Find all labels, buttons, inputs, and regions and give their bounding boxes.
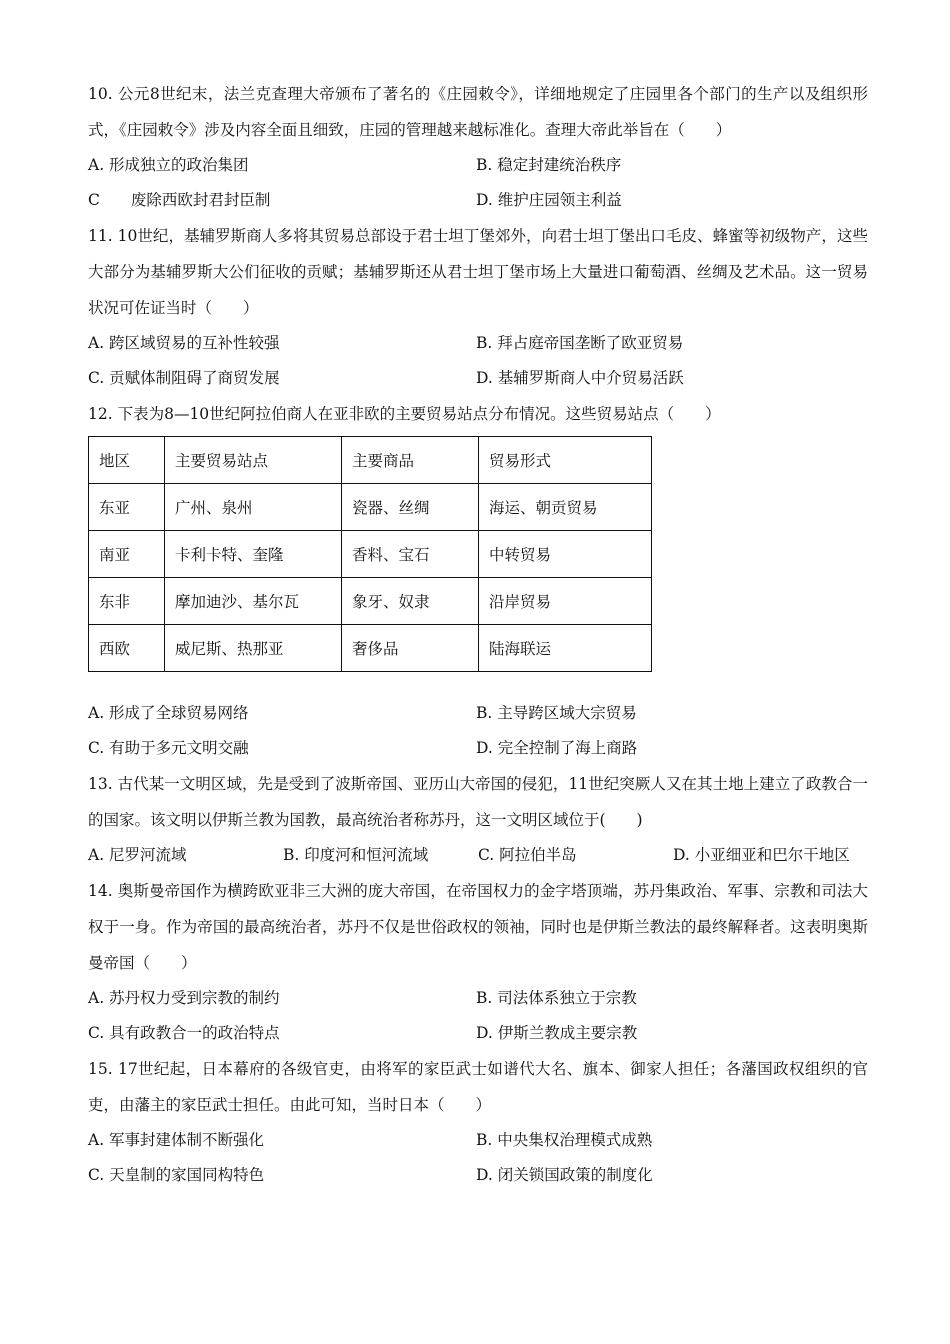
- exam-page: [88, 76, 868, 1193]
- question-14-stem: 14. 奥斯曼帝国作为横跨欧亚非三大洲的庞大帝国，在帝国权力的金字塔顶端，苏丹集政治、军事、宗教和司法大权于一身。作为帝国的最高统治者，苏丹不仅是世俗政权的领袖，同时也是伊斯兰教法的最终解释者。这表明奥斯曼帝国（ ）: [88, 882, 868, 972]
- table-header-cell: 主要商品: [342, 437, 479, 484]
- table-cell: 摩加迪沙、基尔瓦: [165, 578, 342, 625]
- table-cell: 海运、朝贡贸易: [479, 484, 652, 531]
- table-row: [89, 625, 652, 672]
- option-b: B. 印度河和恒河流域: [283, 846, 429, 864]
- table-cell: 瓷器、丝绸: [342, 484, 479, 531]
- question-15-stem: 15. 17世纪起，日本幕府的各级官吏，由将军的家臣武士如谱代大名、旗本、御家人担任；各藩国政权组织的官吏，由藩主的家臣武士担任。由此可知，当时日本（ ）: [88, 1060, 868, 1114]
- table-header-cell: 贸易形式: [479, 437, 652, 484]
- question-13-stem: 13. 古代某一文明区域，先是受到了波斯帝国、亚历山大帝国的侵犯，11世纪突厥人又在其土地上建立了政教合一的国家。该文明以伊斯兰教为国教，最高统治者称苏丹，这一文明区域位于( ): [88, 775, 868, 829]
- option-c: C. 贡赋体制阻碍了商贸发展: [88, 369, 280, 387]
- table-cell: 威尼斯、热那亚: [165, 625, 342, 672]
- question-10-options: [88, 148, 868, 218]
- question-11-stem: 11. 10世纪，基辅罗斯商人多将其贸易总部设于君士坦丁堡郊外，向君士坦丁堡出口毛皮、蜂蜜等初级物产，这些大部分为基辅罗斯大公们征收的贡赋；基辅罗斯还从君士坦丁堡市场上大量进口葡萄酒、丝绸及艺术品。这一贸易状况可佐证当时（ ）: [88, 227, 868, 317]
- table-cell: 奢侈品: [342, 625, 479, 672]
- option-a: A. 尼罗河流域: [88, 846, 187, 864]
- option-d: D. 维护庄园领主利益: [476, 191, 622, 209]
- question-12-stem: 12. 下表为8—10世纪阿拉伯商人在亚非欧的主要贸易站点分布情况。这些贸易站点（ ）: [88, 405, 721, 423]
- question-15-options: [88, 1123, 868, 1193]
- table-cell: 东亚: [89, 484, 165, 531]
- table-header-cell: 主要贸易站点: [165, 437, 342, 484]
- option-a: A. 跨区域贸易的互补性较强: [88, 334, 280, 352]
- option-b: B. 稳定封建统治秩序: [476, 156, 622, 174]
- table-cell: 广州、泉州: [165, 484, 342, 531]
- option-a: A. 形成了全球贸易网络: [88, 704, 249, 722]
- question-11-options: [88, 326, 868, 396]
- table-cell: 象牙、奴隶: [342, 578, 479, 625]
- option-a: A. 苏丹权力受到宗教的制约: [88, 989, 280, 1007]
- option-c: C. 天皇制的家国同构特色: [88, 1166, 265, 1184]
- table-cell: 中转贸易: [479, 531, 652, 578]
- option-d: D. 伊斯兰教成主要宗教: [476, 1024, 638, 1042]
- option-d: D. 完全控制了海上商路: [476, 739, 638, 757]
- table-cell: 西欧: [89, 625, 165, 672]
- table-header-cell: 地区: [89, 437, 165, 484]
- option-c: C. 有助于多元文明交融: [88, 739, 249, 757]
- option-d: D. 闭关锁国政策的制度化: [476, 1166, 653, 1184]
- option-c: C. 阿拉伯半岛: [478, 846, 577, 864]
- table-cell: 卡利卡特、奎隆: [165, 531, 342, 578]
- spacer: [88, 672, 868, 696]
- question-14-options: [88, 981, 868, 1051]
- trade-stations-table: [88, 436, 652, 672]
- question-13-options: [88, 838, 868, 873]
- option-b: B. 中央集权治理模式成熟: [476, 1131, 653, 1149]
- question-10-stem: 10. 公元8世纪末，法兰克查理大帝颁布了著名的《庄园敕令》，详细地规定了庄园里各个部门的生产以及组织形式，《庄园敕令》涉及内容全面且细致，庄园的管理越来越标准化。查理大帝此举旨在（ ）: [88, 85, 868, 139]
- option-d: D. 小亚细亚和巴尔干地区: [673, 846, 850, 864]
- question-12-options: [88, 696, 868, 766]
- option-b: B. 主导跨区域大宗贸易: [476, 704, 637, 722]
- table-row: [89, 484, 652, 531]
- option-c: C 废除西欧封君封臣制: [88, 191, 271, 209]
- option-b: B. 司法体系独立于宗教: [476, 989, 637, 1007]
- table-cell: 沿岸贸易: [479, 578, 652, 625]
- option-a: A. 形成独立的政治集团: [88, 156, 249, 174]
- option-c: C. 具有政教合一的政治特点: [88, 1024, 280, 1042]
- table-cell: 陆海联运: [479, 625, 652, 672]
- option-a: A. 军事封建体制不断强化: [88, 1131, 265, 1149]
- table-row: [89, 578, 652, 625]
- table-cell: 东非: [89, 578, 165, 625]
- option-b: B. 拜占庭帝国垄断了欧亚贸易: [476, 334, 684, 352]
- table-cell: 南亚: [89, 531, 165, 578]
- table-header-row: [89, 437, 652, 484]
- option-d: D. 基辅罗斯商人中介贸易活跃: [476, 369, 684, 387]
- table-row: [89, 531, 652, 578]
- table-cell: 香料、宝石: [342, 531, 479, 578]
